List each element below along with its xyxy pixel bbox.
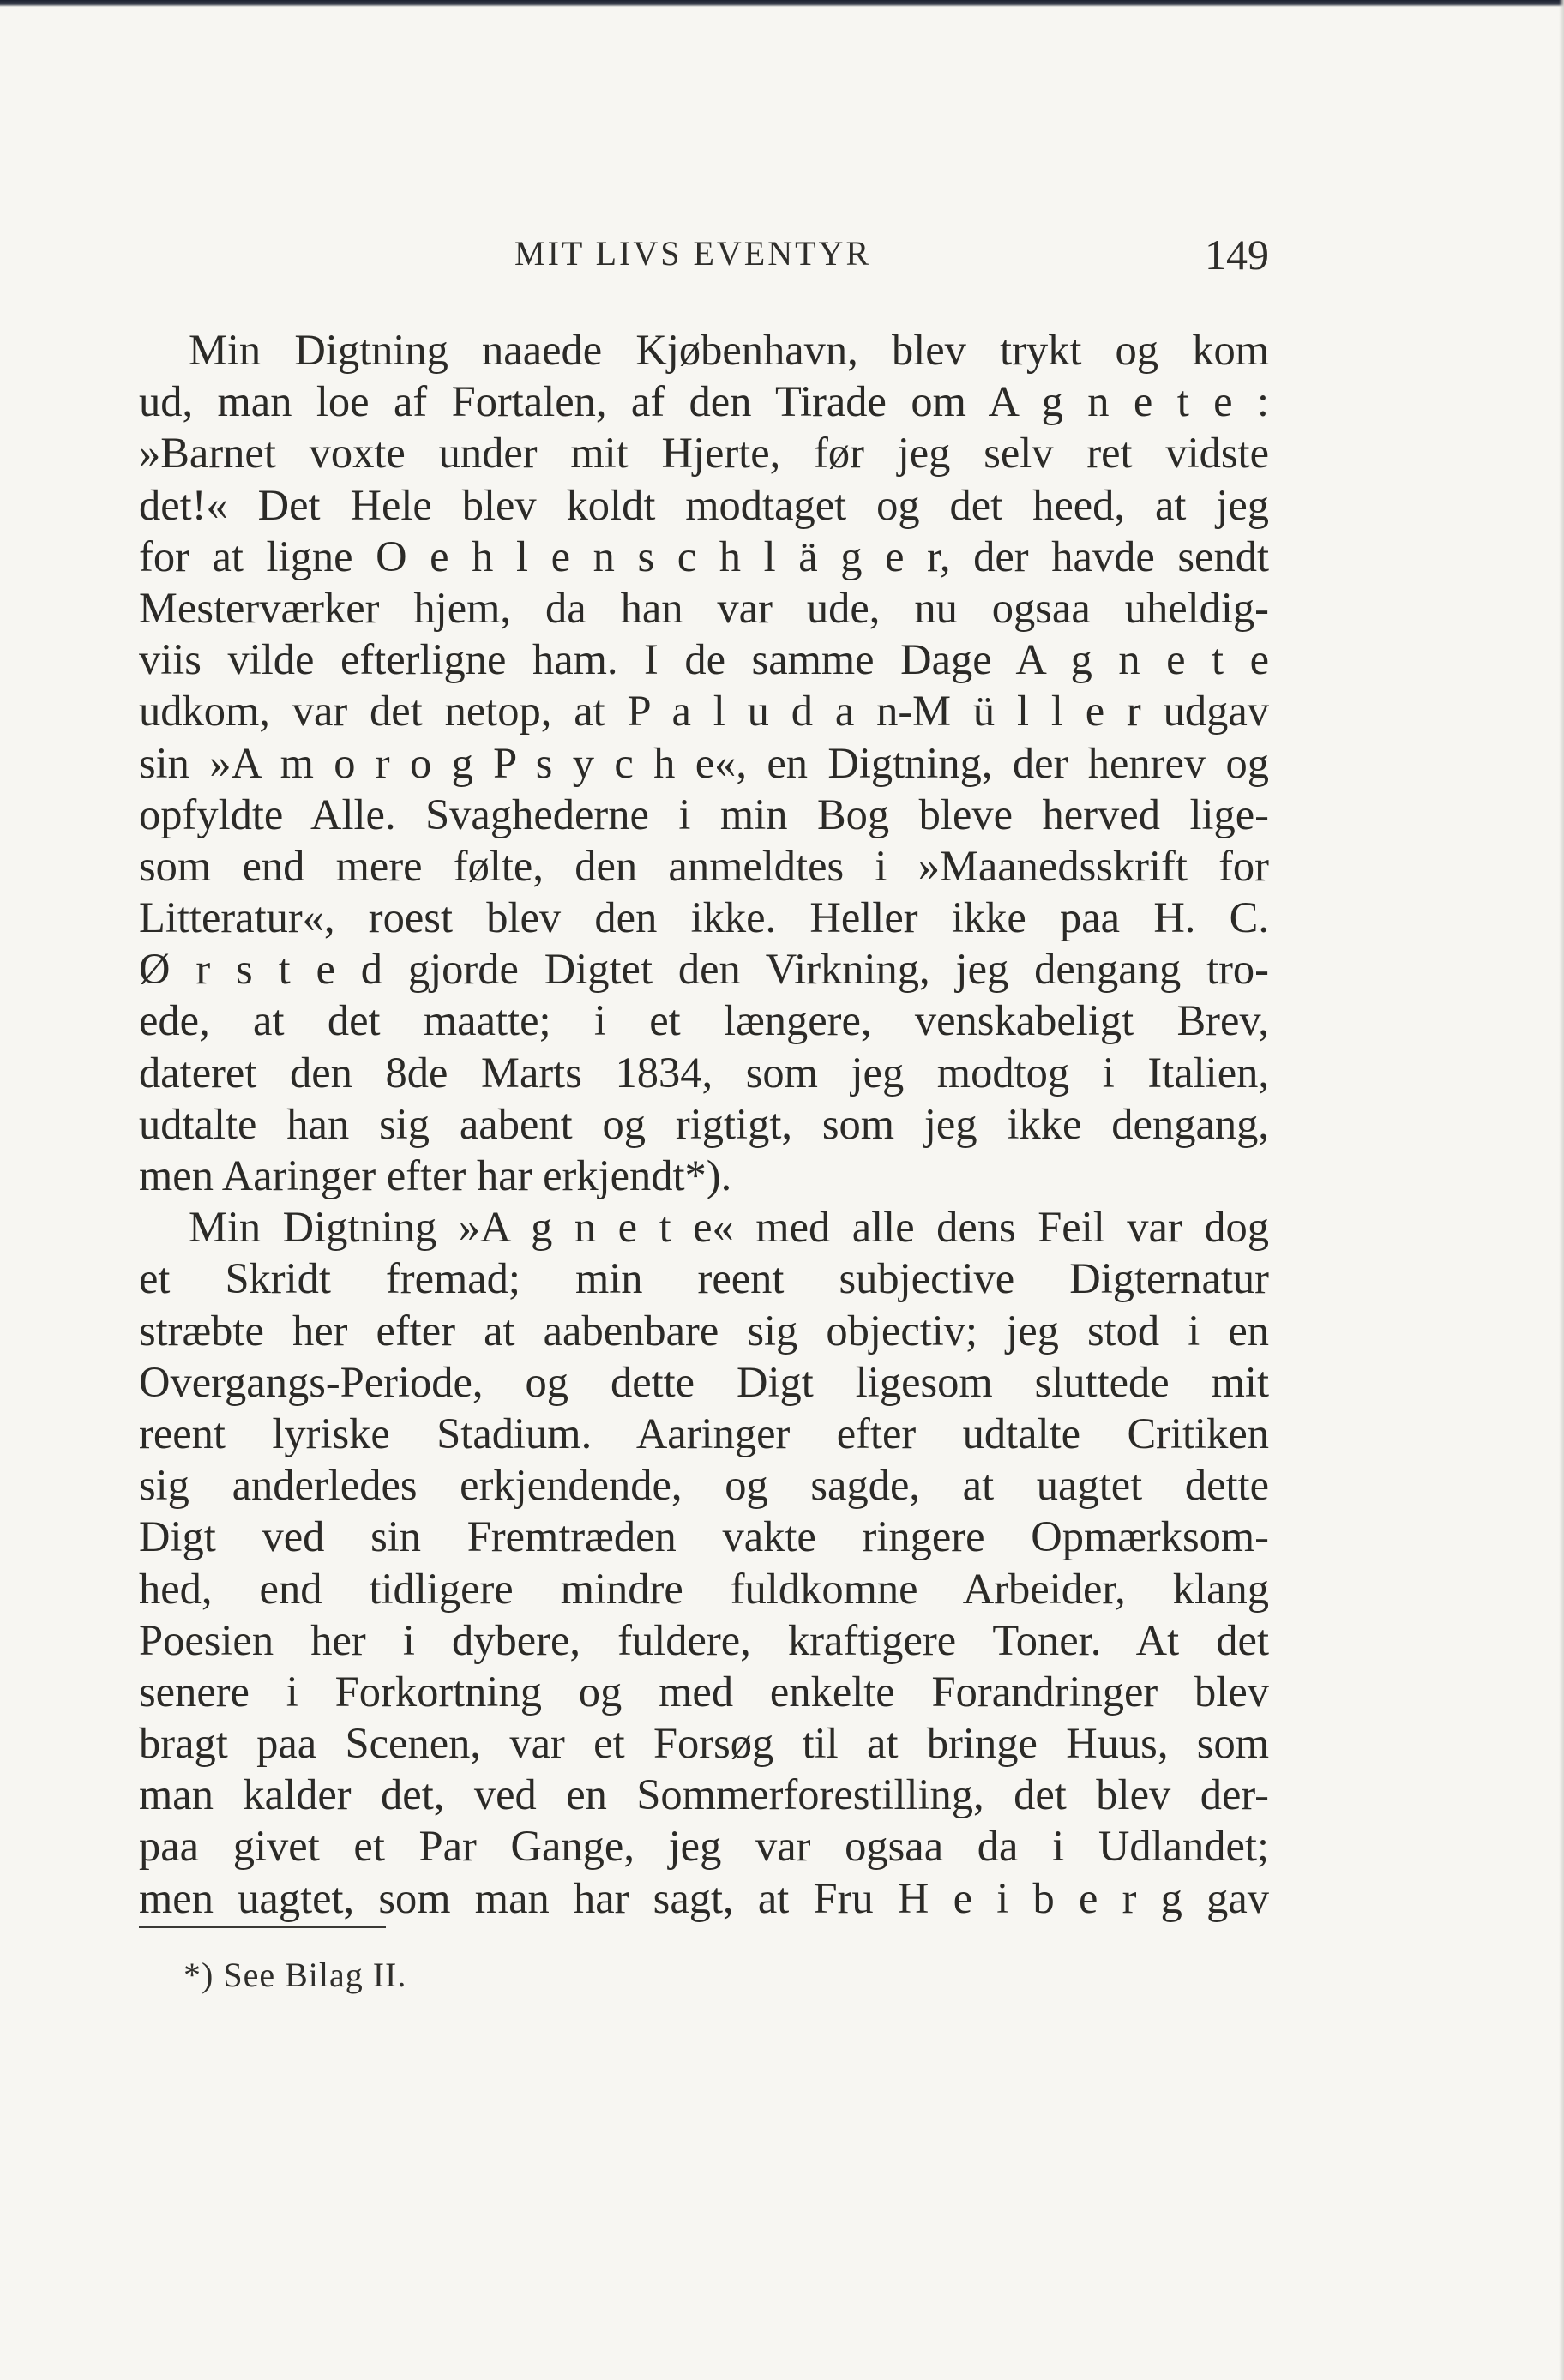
text-line: Mesterværker hjem, da han var ude, nu ogsaa uheldig-: [139, 583, 1269, 632]
text-line: stræbte her efter at aabenbare sig objectiv; jeg stod i en: [139, 1306, 1269, 1355]
footnote: *) See Bilag II.: [183, 1956, 407, 1994]
text-line: Min Digtning naaede Kjøbenhavn, blev trykt og kom: [189, 326, 1269, 374]
text-line: for at ligne O e h l e n s c h l ä g e r, der havde sendt: [139, 532, 1269, 580]
text-line: men uagtet, som man har sagt, at Fru H e i b e r g gav: [139, 1873, 1269, 1922]
scan-right-edge: [1559, 0, 1564, 2380]
text-line: Litteratur«, roest blev den ikke. Heller ikke paa H. C.: [139, 893, 1269, 942]
scan-top-edge: [0, 0, 1564, 7]
text-line: ud, man loe af Fortalen, af den Tirade om A g n e t e :: [139, 377, 1269, 426]
text-line: udkom, var det netop, at P a l u d a n-M ü l l e r udgav: [139, 687, 1269, 736]
text-line: Digt ved sin Fremtræden vakte ringere Opmærksom-: [139, 1512, 1269, 1561]
text-line: men Aaringer efter har erkjendt*).: [139, 1151, 732, 1199]
text-line: Overgangs-Periode, og dette Digt ligesom sluttede mit: [139, 1357, 1269, 1406]
text-line: sin »A m o r o g P s y c h e«, en Digtning, der henrev og: [139, 738, 1269, 787]
text-line: Min Digtning »A g n e t e« med alle dens Feil var dog: [189, 1203, 1269, 1252]
text-line: viis vilde efterligne ham. I de samme Dage A g n e t e: [139, 635, 1269, 684]
text-line: hed, end tidligere mindre fuldkomne Arbeider, klang: [139, 1564, 1269, 1613]
page-header: [137, 225, 1269, 285]
running-head: MIT LIVS EVENTYR: [514, 234, 872, 273]
footnote-rule: [139, 1926, 386, 1928]
text-line: ede, at det maatte; i et længere, venskabeligt Brev,: [139, 996, 1269, 1045]
text-line: opfyldte Alle. Svaghederne i min Bog bleve herved lige-: [139, 790, 1269, 838]
text-line: senere i Forkortning og med enkelte Forandringer blev: [139, 1667, 1269, 1716]
text-line: Ø r s t e d gjorde Digtet den Virkning, jeg dengang tro-: [139, 945, 1269, 994]
text-line: man kalder det, ved en Sommerforestilling, det blev der-: [139, 1770, 1269, 1819]
text-line: paa givet et Par Gange, jeg var ogsaa da i Udlandet;: [139, 1822, 1269, 1871]
text-line: et Skridt fremad; min reent subjective Digternatur: [139, 1254, 1269, 1303]
text-line: Poesien her i dybere, fuldere, kraftigere Toner. At det: [139, 1615, 1269, 1664]
text-line: dateret den 8de Marts 1834, som jeg modtog i Italien,: [139, 1048, 1269, 1097]
text-line: »Barnet voxte under mit Hjerte, før jeg selv ret vidste: [139, 429, 1269, 478]
page-number: 149: [1205, 231, 1269, 279]
body-text: [139, 324, 1269, 1924]
text-line: det!« Det Hele blev koldt modtaget og det heed, at jeg: [139, 480, 1269, 529]
text-line: som end mere følte, den anmeldtes i »Maanedsskrift for: [139, 841, 1269, 890]
text-line: bragt paa Scenen, var et Forsøg til at bringe Huus, som: [139, 1719, 1269, 1768]
text-line: sig anderledes erkjendende, og sagde, at uagtet dette: [139, 1461, 1269, 1510]
text-line: reent lyriske Stadium. Aaringer efter udtalte Critiken: [139, 1409, 1269, 1457]
text-line: udtalte han sig aabent og rigtigt, som jeg ikke dengang,: [139, 1099, 1269, 1148]
